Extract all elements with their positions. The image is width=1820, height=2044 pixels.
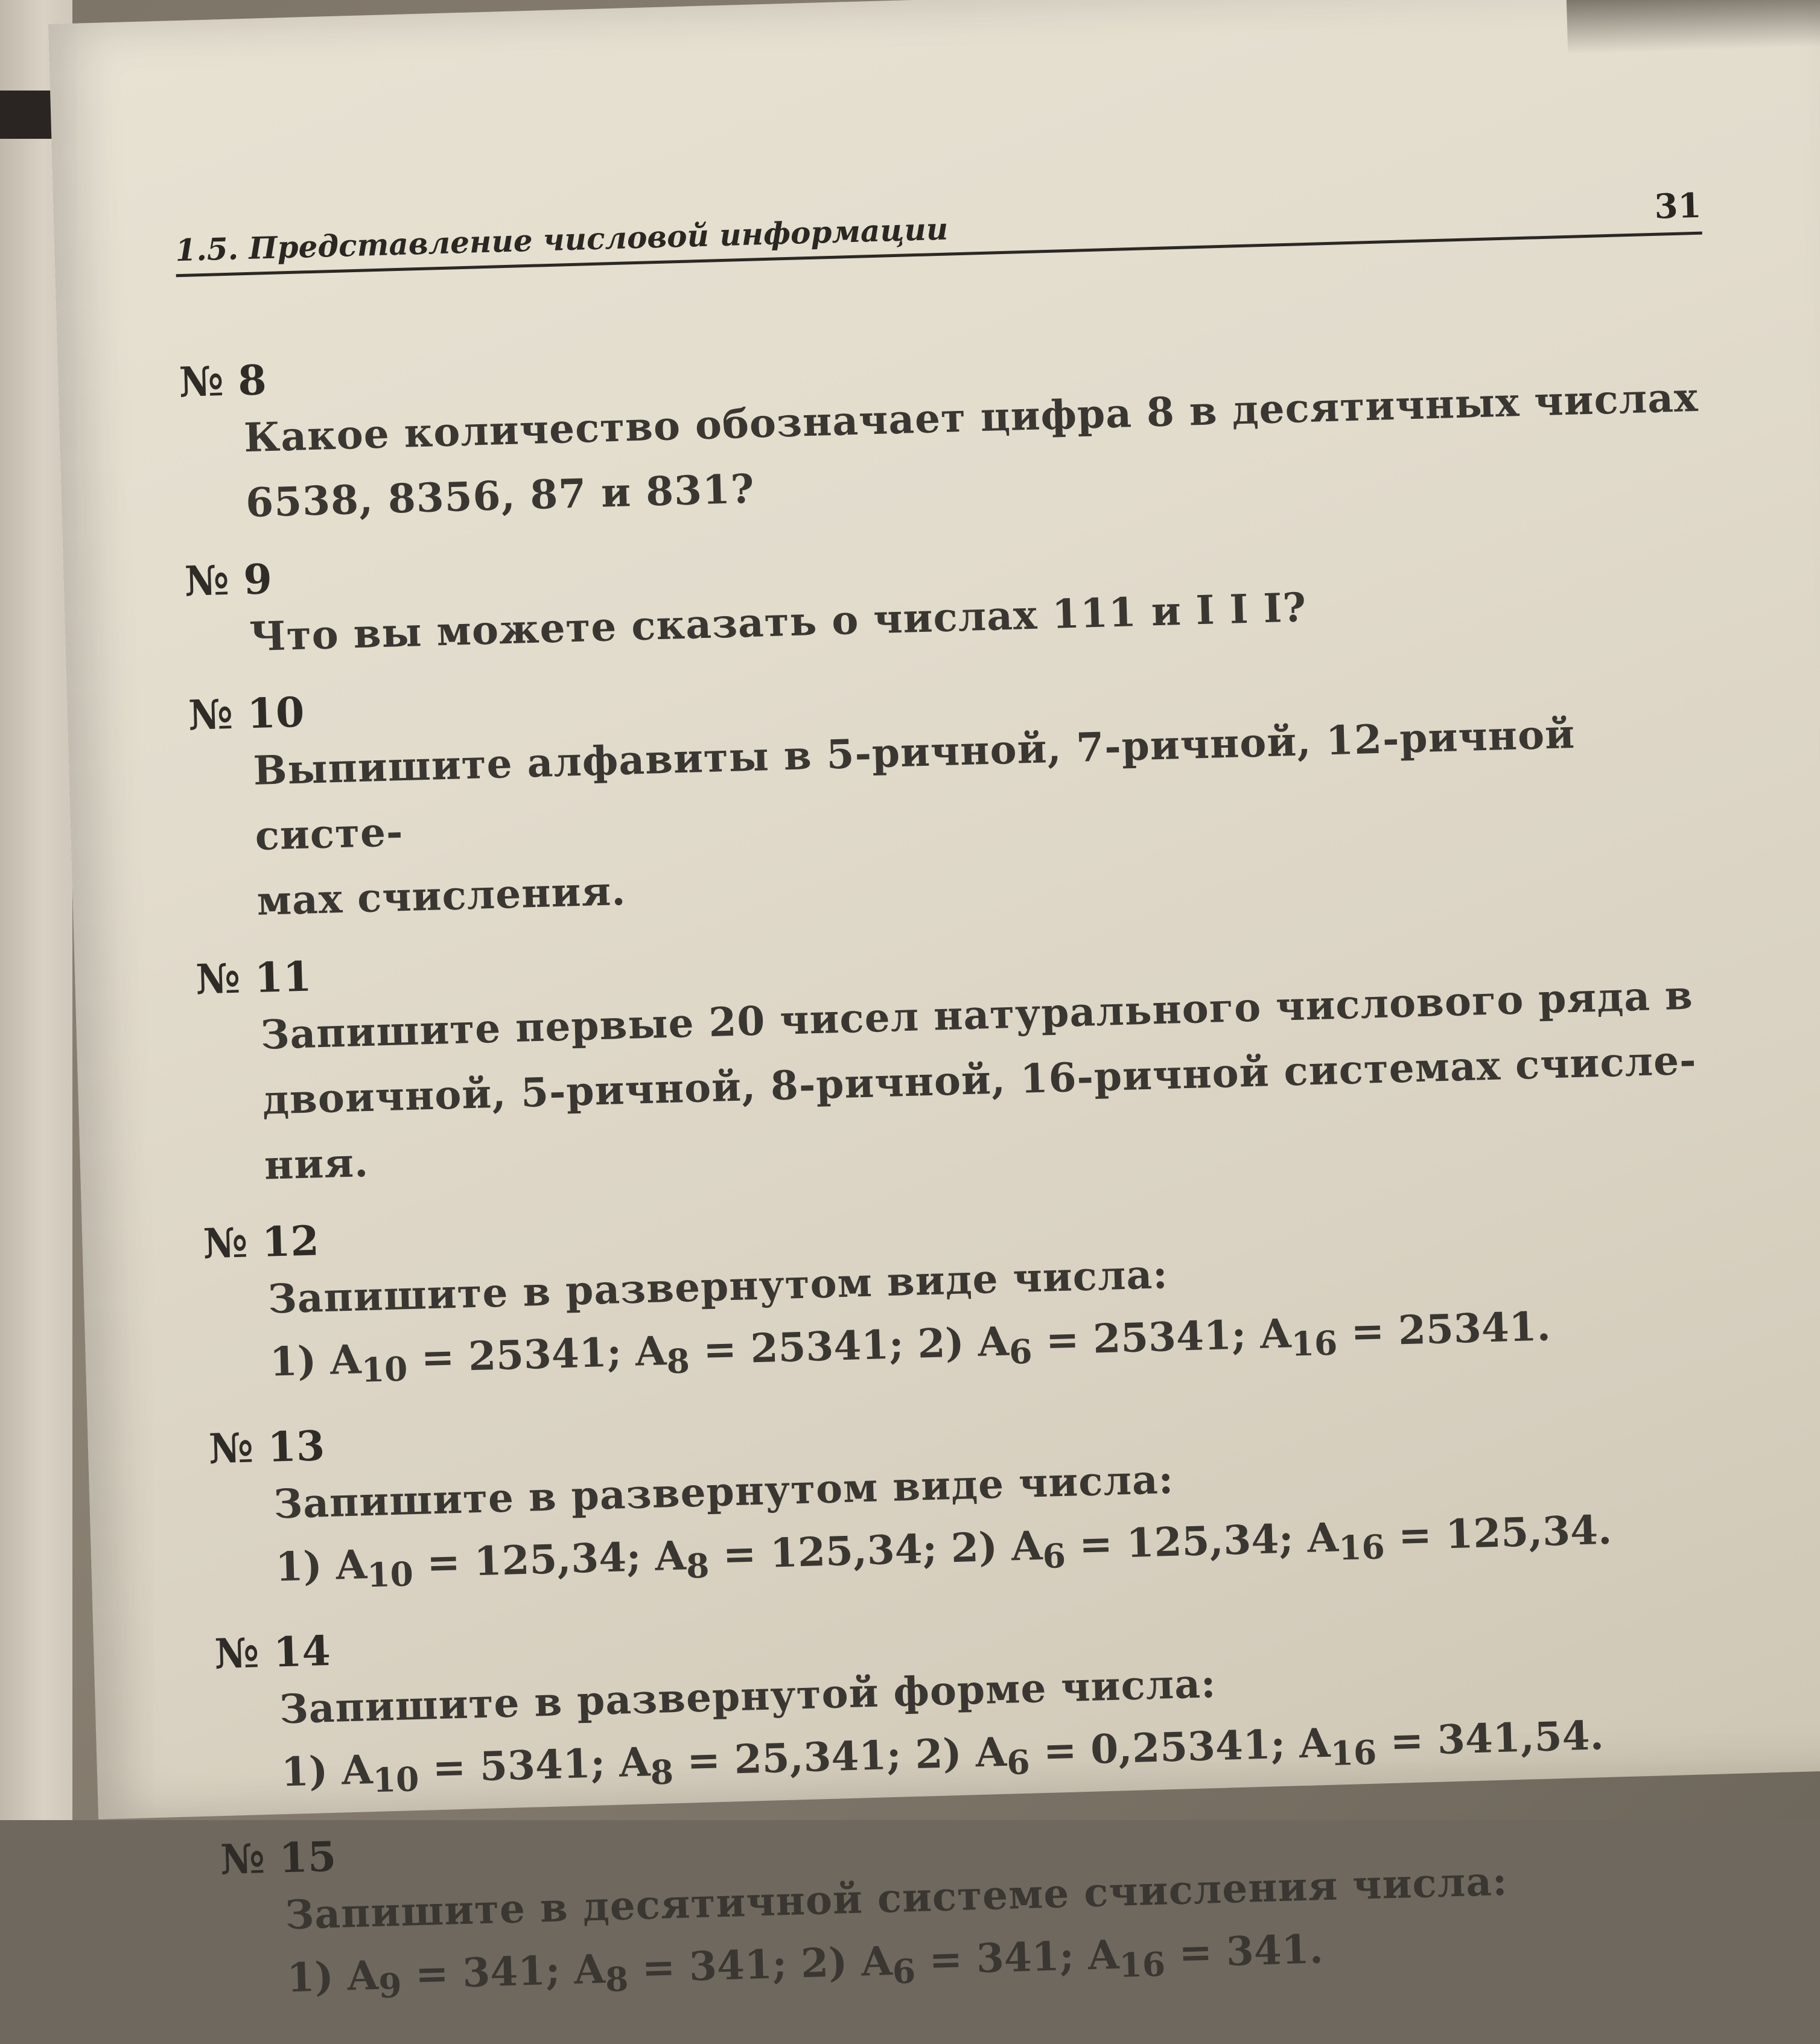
exercise-number: № 13 xyxy=(208,1422,326,1474)
formula-text: 2) A xyxy=(800,1937,893,1987)
formula-subscript: 10 xyxy=(366,1554,414,1595)
formula-text: 1) A xyxy=(286,1951,379,2001)
exercise-number: № 14 xyxy=(214,1627,331,1679)
formula-text: = 125,34; xyxy=(1064,1514,1308,1569)
formula-text: = 25341; xyxy=(689,1320,918,1374)
chapter-title: 1.5. Представление числовой информации xyxy=(174,211,949,269)
formula-text: 2) A xyxy=(950,1522,1043,1572)
page-shadow xyxy=(1566,0,1820,54)
formula-text: 2) A xyxy=(914,1728,1007,1778)
formula-text: 1) A xyxy=(269,1336,362,1386)
exercise-line: Запишите первые 20 чисел натурального числового ряда в xyxy=(259,971,1694,1059)
formula-text: = 125,34. xyxy=(1384,1506,1612,1560)
formula-subscript: 8 xyxy=(649,1752,674,1792)
formula-text: A xyxy=(1087,1931,1120,1979)
formula-subscript: 8 xyxy=(605,1959,629,1999)
formula-text: 2) A xyxy=(917,1317,1010,1367)
formula-subscript: 6 xyxy=(891,1950,917,1991)
formula-text: A xyxy=(573,1945,606,1993)
formula-text: A xyxy=(1298,1719,1331,1768)
exercise-12 xyxy=(202,1177,1752,1405)
exercise-line: Выпишите алфавиты в 5-ричной, 7-ричной, 12-ричной систе- xyxy=(252,710,1576,859)
formula-subscript: 16 xyxy=(1329,1733,1378,1774)
formula-subscript: 16 xyxy=(1338,1527,1386,1568)
exercise-number: № 8 xyxy=(178,356,267,407)
exercise-11 xyxy=(195,912,1746,1199)
formula-text: = 25341; xyxy=(1031,1310,1261,1364)
formula-subscript: 8 xyxy=(686,1546,710,1586)
formula-text: = 5341; xyxy=(418,1739,620,1792)
page-number: 31 xyxy=(1653,185,1702,227)
running-header xyxy=(174,177,1702,278)
formula-subscript: 16 xyxy=(1118,1944,1166,1985)
formula-text: = 341; xyxy=(627,1940,802,1991)
exercise-9 xyxy=(184,515,1731,671)
exercise-line: Запишите в развернутом виде числа: xyxy=(273,1456,1175,1528)
formula-text: = 25,341; xyxy=(672,1731,916,1785)
exercise-line: мах счисления. xyxy=(256,867,627,925)
formula-text: A xyxy=(618,1738,651,1787)
exercise-10 xyxy=(188,649,1739,935)
formula-text: = 341; xyxy=(914,1931,1089,1984)
exercise-number: № 10 xyxy=(187,688,305,740)
exercise-14 xyxy=(214,1587,1763,1815)
formula-text: = 0,25341; xyxy=(1028,1720,1300,1775)
exercise-line: Запишите в развернутом виде числа: xyxy=(267,1250,1169,1323)
exercise-number: № 15 xyxy=(219,1832,337,1884)
formula-text: = 125,34; xyxy=(708,1524,952,1579)
formula-text: A xyxy=(634,1327,667,1375)
exercise-line: Какое количество обозначает цифра 8 в десятичных числах xyxy=(243,373,1699,462)
formula-text: = 25341. xyxy=(1336,1302,1551,1356)
exercise-list xyxy=(179,316,1770,2041)
formula-subscript: 6 xyxy=(1006,1742,1031,1783)
exercise-line: Запишите в развернутой форме числа: xyxy=(279,1660,1217,1733)
formula-subscript: 6 xyxy=(1042,1536,1066,1576)
formula-text: = 341,54. xyxy=(1375,1711,1605,1766)
exercise-number: № 12 xyxy=(202,1217,320,1269)
exercise-number: № 9 xyxy=(183,555,273,607)
formula-subscript: 10 xyxy=(372,1759,420,1800)
formula-text: 1) A xyxy=(275,1541,368,1591)
formula-subscript: 10 xyxy=(360,1349,409,1390)
formula-text: = 341; xyxy=(400,1946,575,1998)
formula-subscript: 9 xyxy=(378,1965,402,2005)
exercise-15 xyxy=(220,1792,1769,2020)
exercise-line: 6538, 8356, 87 и 831? xyxy=(245,465,756,527)
formula-text: A xyxy=(1259,1310,1292,1358)
formula-text: = 341. xyxy=(1164,1925,1324,1977)
exercise-13 xyxy=(208,1382,1758,1610)
exercise-line: двоичной, 5-ричной, 8-ричной, 16-ричной системах счисле- xyxy=(261,1036,1698,1124)
formula-subscript: 16 xyxy=(1290,1323,1338,1364)
formula-text: A xyxy=(654,1532,687,1581)
exercise-line: Что вы можете сказать о числах 111 и I I I? xyxy=(249,584,1308,661)
formula-text: A xyxy=(1306,1514,1339,1562)
formula-subscript: 6 xyxy=(1008,1331,1033,1372)
formula-text: = 125,34; xyxy=(412,1533,656,1587)
formula-text: = 25341; xyxy=(406,1328,636,1382)
formula-text: 1) A xyxy=(280,1746,374,1796)
exercise-line: ния. xyxy=(263,1138,369,1189)
book-page xyxy=(48,0,1820,2005)
formula-subscript: 8 xyxy=(666,1341,690,1381)
exercise-number: № 11 xyxy=(195,952,313,1004)
exercise-line: Запишите в десятичной системе счисления числа: xyxy=(284,1857,1509,1938)
exercise-8 xyxy=(179,316,1728,537)
